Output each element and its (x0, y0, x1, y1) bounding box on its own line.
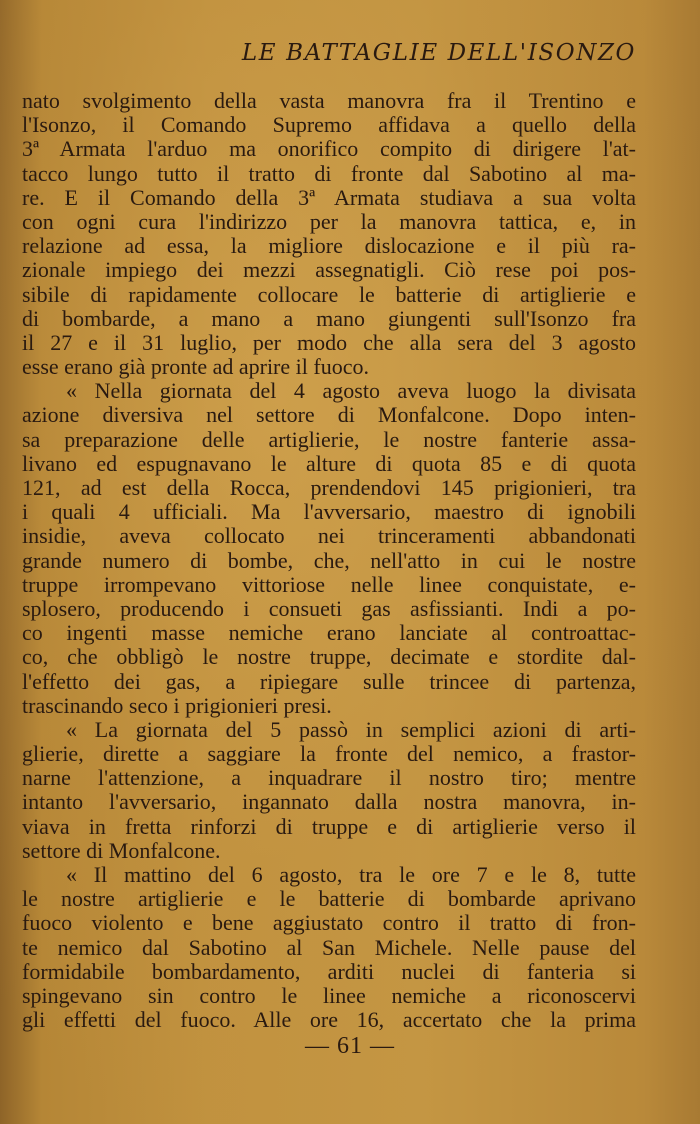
paragraph-start: « Nella giornata del 4 agosto aveva luogo la divisata (66, 379, 636, 404)
text-line: fuoco violento e bene aggiustato contro il tratto di fron- (22, 911, 636, 936)
paragraph-start: « Il mattino del 6 agosto, tra le ore 7 e le 8, tutte (66, 863, 636, 887)
text-line: l'Isonzo, il Comando Supremo affidava a quello della (22, 113, 636, 138)
body-text (22, 89, 636, 1032)
text-line: trascinando seco i prigionieri presi. (22, 693, 332, 718)
text-line: glierie, dirette a saggiare la fronte del nemico, a frastor- (22, 742, 636, 767)
text-line: co, che obbligò le nostre truppe, decimate e stordite dal- (22, 645, 636, 670)
text-line: 3ª Armata l'arduo ma onorifico compito di dirigere l'at- (22, 137, 636, 162)
text-line: sibile di rapidamente collocare le batterie di artiglierie e (22, 282, 636, 307)
text-line: sa preparazione delle artiglierie, le nostre fanterie assa- (22, 427, 636, 452)
text-line: l'effetto dei gas, a ripiegare sulle trincee di partenza, (22, 669, 636, 694)
text-line: spingevano sin contro le linee nemiche a riconoscervi (22, 983, 636, 1008)
text-line: intanto l'avversario, ingannato dalla nostra manovra, in- (22, 790, 636, 815)
text-line: tacco lungo tutto il tratto di fronte dal Sabotino al ma- (22, 161, 636, 186)
text-line: di bombarde, a mano a mano giungenti sull'Isonzo fra (22, 306, 636, 331)
text-line: settore di Monfalcone. (22, 838, 221, 863)
text-line: formidabile bombardamento, arditi nuclei di fanteria si (22, 959, 636, 984)
text-line: relazione ad essa, la migliore dislocazione e il più ra- (22, 234, 636, 259)
text-line: zionale impiego dei mezzi assegnatigli. Ciò rese poi pos- (22, 258, 636, 283)
text-line: truppe irrompevano vittoriose nelle linee conquistate, e- (22, 572, 636, 597)
page-number: — 61 — (305, 1033, 395, 1059)
running-head: LE BATTAGLIE DELL'ISONZO (241, 40, 636, 66)
text-line: narne l'attenzione, a inquadrare il nostro tiro; mentre (22, 766, 636, 791)
text-line: 121, ad est della Rocca, prendendovi 145 prigionieri, tra (22, 476, 636, 500)
text-line: re. E il Comando della 3ª Armata studiava a sua volta (22, 185, 636, 210)
text-line: insidie, aveva collocato nei trinceramenti abbandonati (22, 524, 636, 549)
text-line: con ogni cura l'indirizzo per la manovra tattica, e, in (22, 209, 636, 234)
text-line: i quali 4 ufficiali. Ma l'avversario, maestro di ignobili (22, 500, 636, 525)
text-line: le nostre artiglierie e le batterie di bombarde aprivano (22, 887, 636, 912)
text-line: gli effetti del fuoco. Alle ore 16, accertato che la prima (22, 1008, 636, 1033)
paragraph-start: « La giornata del 5 passò in semplici azioni di arti- (66, 717, 636, 742)
text-line: splosero, producendo i consueti gas asfissianti. Indi a po- (22, 596, 636, 621)
text-line: viava in fretta rinforzi di truppe e di artiglierie verso il (22, 814, 636, 839)
text-line: nato svolgimento della vasta manovra fra il Trentino e (22, 89, 636, 113)
text-line: esse erano già pronte ad aprire il fuoco. (22, 355, 369, 380)
text-line: grande numero di bombe, che, nell'atto in cui le nostre (22, 548, 636, 573)
text-line: te nemico dal Sabotino al San Michele. Nelle pause del (22, 935, 636, 960)
text-line: livano ed espugnavano le alture di quota 85 e di quota (22, 451, 636, 476)
text-line: azione diversiva nel settore di Monfalcone. Dopo inten- (22, 403, 636, 428)
text-line: co ingenti masse nemiche erano lanciate al controattac- (22, 621, 636, 646)
text-line: il 27 e il 31 luglio, per modo che alla sera del 3 agosto (22, 330, 636, 355)
